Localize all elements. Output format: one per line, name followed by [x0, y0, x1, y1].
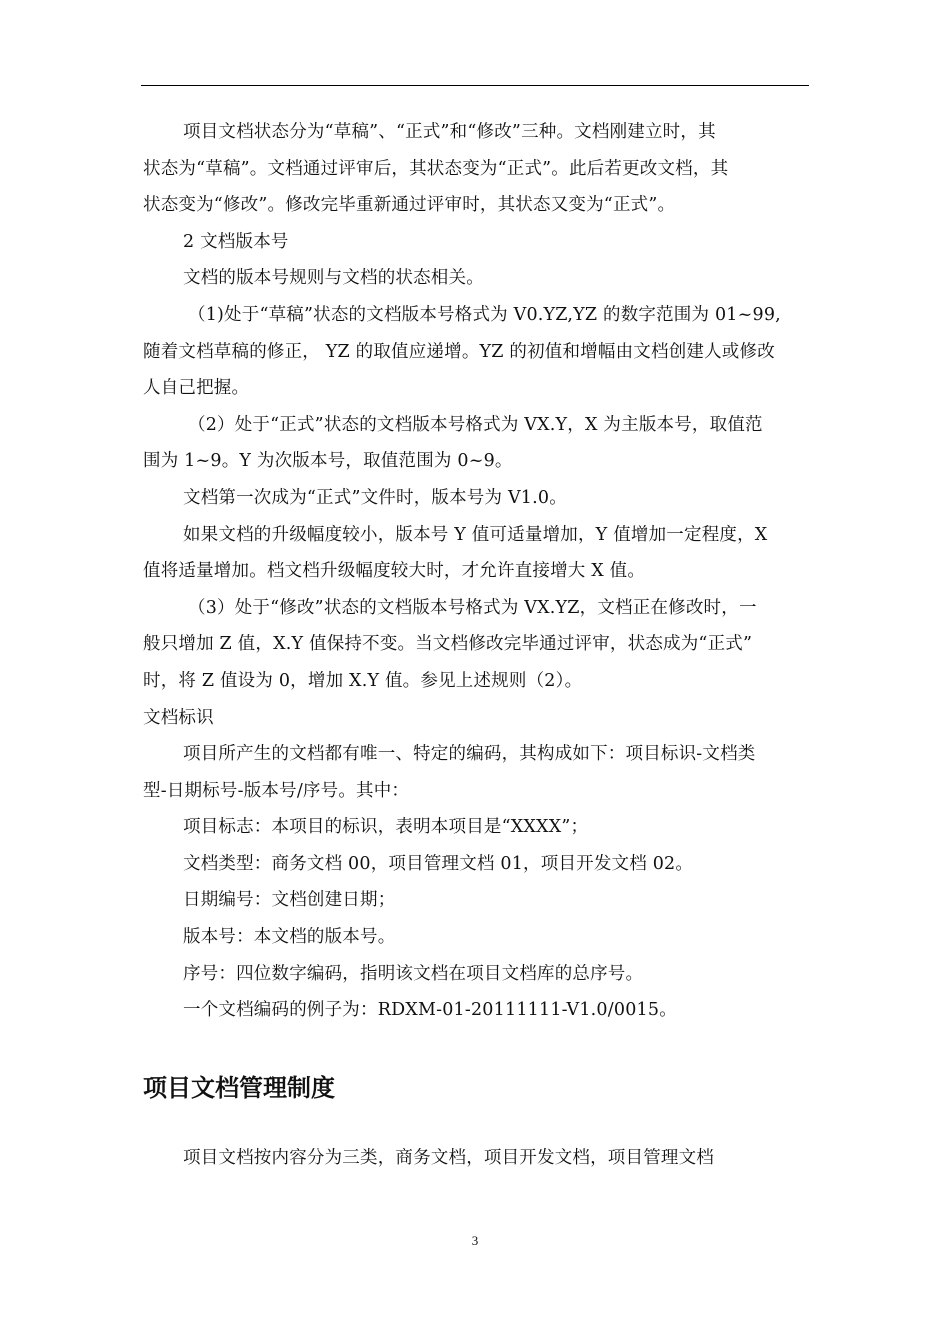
paragraph-line: 项目所产生的文档都有唯一、特定的编码，其构成如下：项目标识-文档类: [183, 744, 756, 765]
header-rule: [141, 85, 809, 86]
paragraph-line: 文档的版本号规则与文档的状态相关。: [183, 268, 484, 289]
paragraph-line: 随着文档草稿的修正， YZ 的取值应递增。YZ 的初值和增幅由文档创建人或修改: [143, 341, 775, 362]
paragraph-line: （3）处于“修改”状态的文档版本号格式为 VX.YZ，文档正在修改时，一: [188, 597, 757, 618]
paragraph-line: 状态变为“修改”。修改完毕重新通过评审时，其状态又变为“正式”。: [143, 195, 676, 216]
list-item: 版本号：本文档的版本号。: [183, 927, 396, 948]
page-number: 3: [471, 1233, 479, 1248]
paragraph-line: 如果文档的升级幅度较小，版本号 Y 值可适量增加，Y 值增加一定程度，X: [183, 524, 768, 545]
paragraph-line: （1)处于“草稿”状态的文档版本号格式为 V0.YZ,YZ 的数字范围为 01~99,: [188, 304, 781, 325]
paragraph-line: 型-日期标号-版本号/序号。其中：: [143, 780, 410, 801]
paragraph-line: 文档第一次成为“正式”文件时，版本号为 V1.0。: [183, 487, 567, 508]
document-body: [143, 114, 811, 1029]
paragraph-line: 般只增加 Z 值，X.Y 值保持不变。当文档修改完毕通过评审，状态成为“正式”: [143, 634, 753, 655]
paragraph-line: 人自己把握。: [143, 378, 250, 399]
paragraph-line: 状态为“草稿”。文档通过评审后，其状态变为“正式”。此后若更改文档，其: [143, 158, 729, 179]
section-heading: 项目文档管理制度: [143, 1074, 335, 1102]
paragraph-line: 围为 1~9。Y 为次版本号，取值范围为 0~9。: [143, 451, 513, 472]
section-paragraph: 项目文档按内容分为三类，商务文档，项目开发文档，项目管理文档: [183, 1148, 714, 1168]
list-item: 项目标志：本项目的标识，表明本项目是“XXXX”；: [183, 817, 589, 838]
subheading-version-number: 2 文档版本号: [183, 231, 289, 252]
paragraph-line: 项目文档状态分为“草稿”、“正式”和“修改”三种。文档刚建立时，其: [183, 122, 716, 142]
list-item: 序号：四位数字编码，指明该文档在项目文档库的总序号。: [183, 963, 644, 984]
paragraph-line: 时，将 Z 值设为 0，增加 X.Y 值。参见上述规则（2）。: [143, 670, 583, 691]
subheading-document-identifier: 文档标识: [143, 707, 214, 728]
paragraph-line: （2）处于“正式”状态的文档版本号格式为 VX.Y，X 为主版本号，取值范: [188, 414, 763, 435]
list-item: 日期编号：文档创建日期；: [183, 890, 396, 911]
list-item: 文档类型：商务文档 00，项目管理文档 01，项目开发文档 02。: [183, 853, 694, 874]
paragraph-line: 一个文档编码的例子为：RDXM-01-20111111-V1.0/0015。: [183, 1000, 677, 1021]
paragraph-line: 值将适量增加。档文档升级幅度较大时，才允许直接增大 X 值。: [143, 561, 646, 582]
